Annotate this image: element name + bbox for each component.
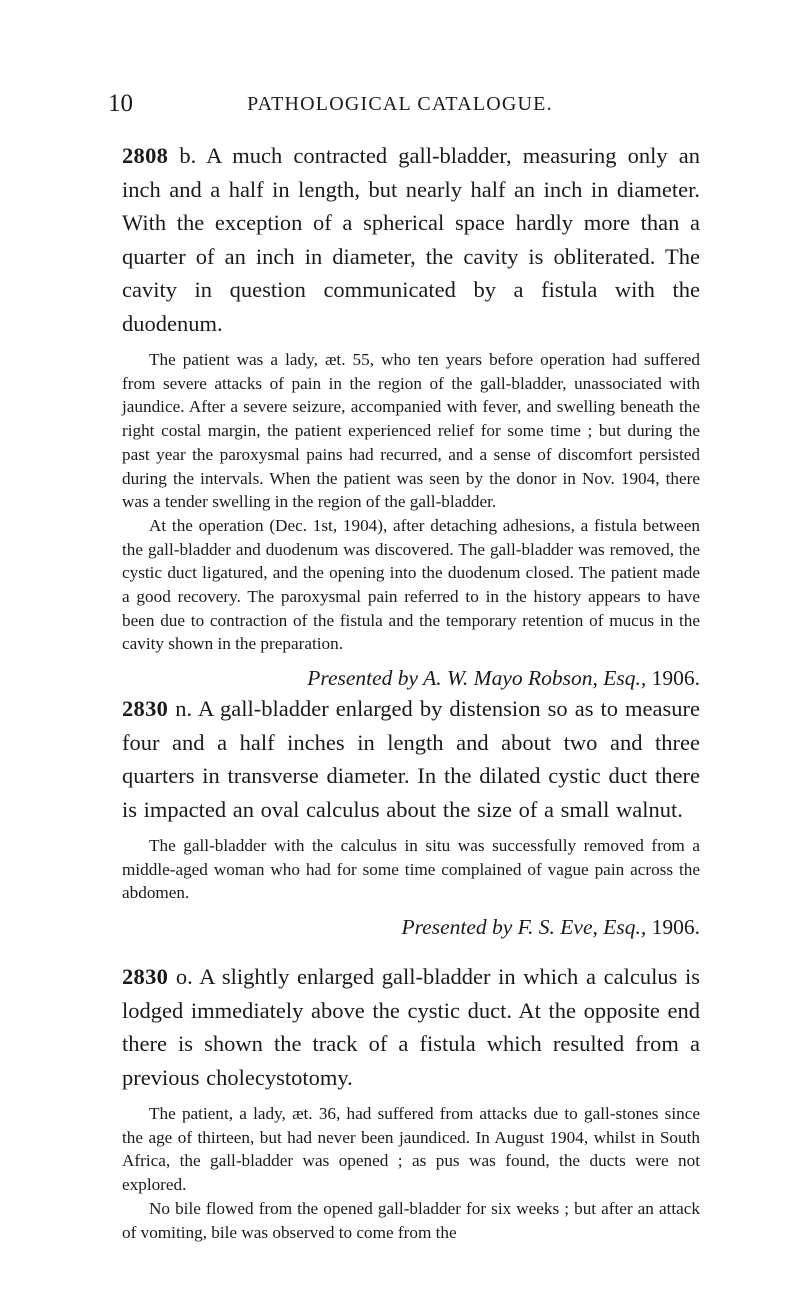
entry-description: [122, 139, 700, 340]
donor-credit: Presented by F. S. Eve, Esq.,: [401, 915, 647, 940]
catalogue-entry-2830n: [122, 692, 700, 940]
specimen-number: 2808: [122, 143, 169, 168]
entry-description: [122, 960, 700, 1094]
specimen-suffix: n.: [175, 696, 193, 721]
clinical-note: The patient was a lady, æt. 55, who ten years before operation had suffered from severe attacks of pain in the region of the gall-bladder, unassociated with jaundice. After a severe seizure, accompanied with fever, and swelling beneath the right costal margin, the patient experienced relief for some time ; but during the past year the paroxysmal pains had recurred, and a sense of discomfort persisted during the intervals. When the patient was seen by the donor in Nov. 1904, there was a tender swelling in the region of the gall-bladder.: [122, 350, 700, 512]
catalogue-entry-2808b: [122, 139, 700, 691]
description-text: A gall-bladder enlarged by distension so as to measure four and a half inches in length and about two and three quarters in transverse diameter. In the dilated cystic duct there is impacted an oval calculus about the size of a small walnut.: [122, 696, 701, 822]
description-text: A much contracted gall-bladder, measuring only an inch and a half in length, but nearly half an inch in diameter. With the exception of a spherical space hardly more than a quarter of an inch in diameter, the cavity is obliterated. The cavity in question communicated by a fistula with the duodenum.: [122, 143, 701, 336]
clinical-note: At the operation (Dec. 1st, 1904), after detaching adhesions, a fistula between the gall-bladder and duodenum was discovered. The gall-bladder was removed, the cystic duct ligatured, and the opening into the duodenum closed. The patient made a good recovery. The paroxysmal pain referred to in the history appears to have been due to contraction of the fistula and the temporary retention of mucus in the cavity shown in the preparation.: [122, 515, 700, 654]
description-text: A slightly enlarged gall-bladder in which a calculus is lodged immediately above the cystic duct. At the opposite end there is shown the track of a fistula which resulted from a previous cholecystotomy.: [122, 964, 701, 1090]
clinical-note: The gall-bladder with the calculus in situ was successfully removed from a middle-aged woman who had for some time complained of vague pain across the abdomen.: [122, 836, 700, 903]
specimen-number: 2830: [122, 964, 169, 989]
specimen-suffix: o.: [175, 964, 193, 989]
donor-credit: Presented by A. W. Mayo Robson, Esq.,: [307, 666, 647, 691]
specimen-number: 2830: [122, 696, 169, 721]
presented-by-line: [122, 915, 700, 940]
clinical-note: The patient, a lady, æt. 36, had suffered from attacks due to gall-stones since the age of thirteen, but had never been jaundiced. In August 1904, whilst in South Africa, the gall-bladder was opened ; as pus was found, the ducts were not explored.: [122, 1104, 700, 1195]
donation-year: 1906.: [651, 666, 700, 691]
page-number: 10: [108, 90, 133, 117]
page-header: [0, 90, 800, 120]
catalogue-entry-2830o: [122, 960, 700, 1244]
running-head: PATHOLOGICAL CATALOGUE.: [247, 93, 553, 115]
clinical-note: No bile flowed from the opened gall-bladder for six weeks ; but after an attack of vomiting, bile was observed to come from the: [122, 1198, 700, 1242]
presented-by-line: [122, 666, 700, 691]
specimen-suffix: b.: [179, 143, 197, 168]
entry-description: [122, 692, 700, 826]
donation-year: 1906.: [651, 915, 700, 940]
